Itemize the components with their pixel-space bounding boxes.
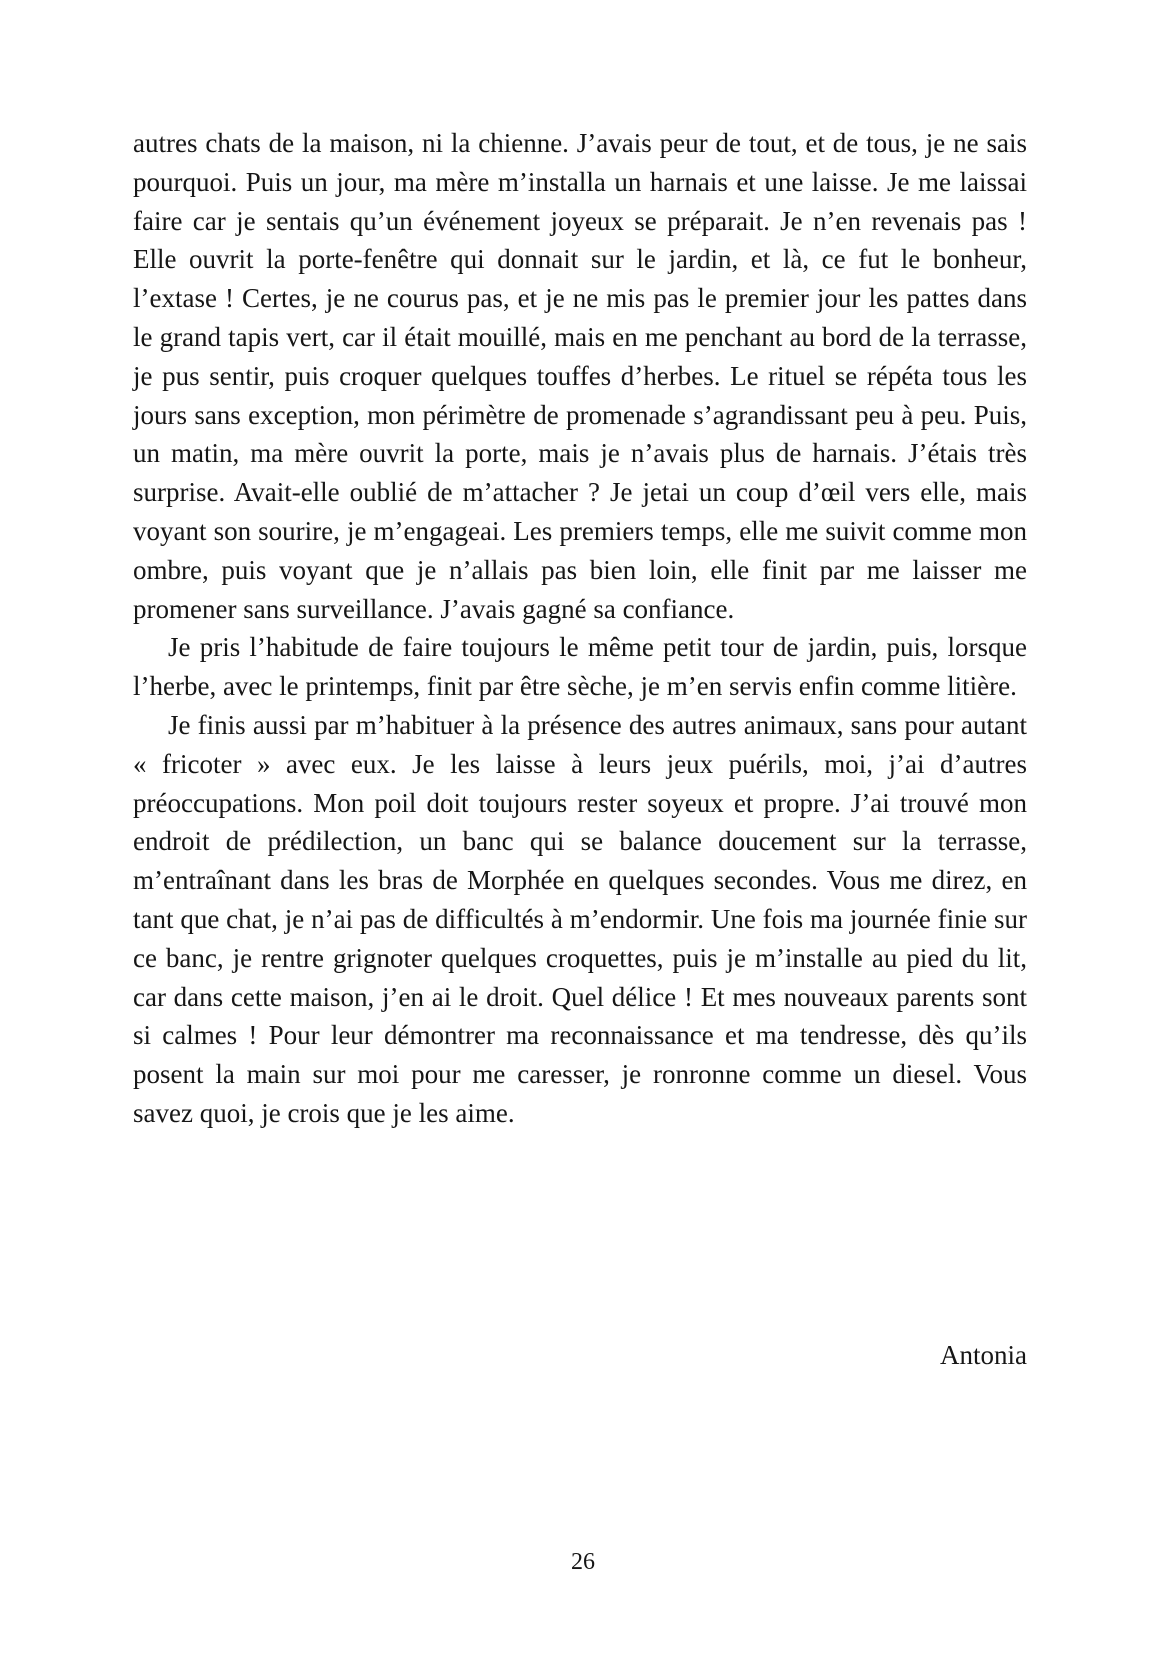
paragraph-garden-habit: Je pris l’habitude de faire toujours le même petit tour de jardin, puis, lorsque l’herbe, avec le printemps, finit par être sèche, je m’en servis enfin comme litière. bbox=[133, 632, 1027, 702]
body-text bbox=[133, 124, 1027, 1133]
paragraph-continuation: autres chats de la maison, ni la chienne. J’avais peur de tout, et de tous, je ne sais pourquoi. Puis un jour, ma mère m’installa un harnais et une laisse. Je me laissai faire car je sentais qu’un événement joyeux se préparait. Je n’en revenais pas ! Elle ouvrit la porte-fenêtre qui donnait sur le jardin, et là, ce fut le bonheur, l’extase ! Certes, je ne courus pas, et je ne mis pas le premier jour les pattes dans le grand tapis vert, car il était mouillé, mais en me penchant au bord de la terrasse, je pus sentir, puis croquer quelques touffes d’herbes. Le rituel se répéta tous les jours sans exception, mon périmètre de promenade s’agrandissant peu à peu. Puis, un matin, ma mère ouvrit la porte, mais je n’avais plus de harnais. J’étais très surprise. Avait-elle oublié de m’attacher ? Je jetai un coup d’œil vers elle, mais voyant son sourire, je m’engageai. Les premiers temps, elle me suivit comme mon ombre, puis voyant que je n’allais pas bien loin, elle finit par me laisser me promener sans surveillance. J’avais gagné sa confiance. bbox=[133, 128, 1027, 624]
page-number: 26 bbox=[571, 1549, 595, 1575]
author-signature: Antonia bbox=[940, 1340, 1027, 1370]
paragraph-other-animals: Je finis aussi par m’habituer à la présence des autres animaux, sans pour autant « fricoter » avec eux. Je les laisse à leurs jeux puérils, moi, j’ai d’autres préoccupations. Mon poil doit toujours rester soyeux et propre. J’ai trouvé mon endroit de prédilection, un banc qui se balance doucement sur la terrasse, m’entraînant dans les bras de Morphée en quelques secondes. Vous me direz, en tant que chat, je n’ai pas de difficultés à m’endormir. Une fois ma journée finie sur ce banc, je rentre grignoter quelques croquettes, puis je m’installe au pied du lit, car dans cette maison, j’en ai le droit. Quel délice ! Et mes nouveaux parents sont si calmes ! Pour leur démontrer ma reconnaissance et ma tendresse, dès qu’ils posent la main sur moi pour me caresser, je ronronne comme un diesel. Vous savez quoi, je crois que je les aime. bbox=[133, 709, 1027, 1128]
